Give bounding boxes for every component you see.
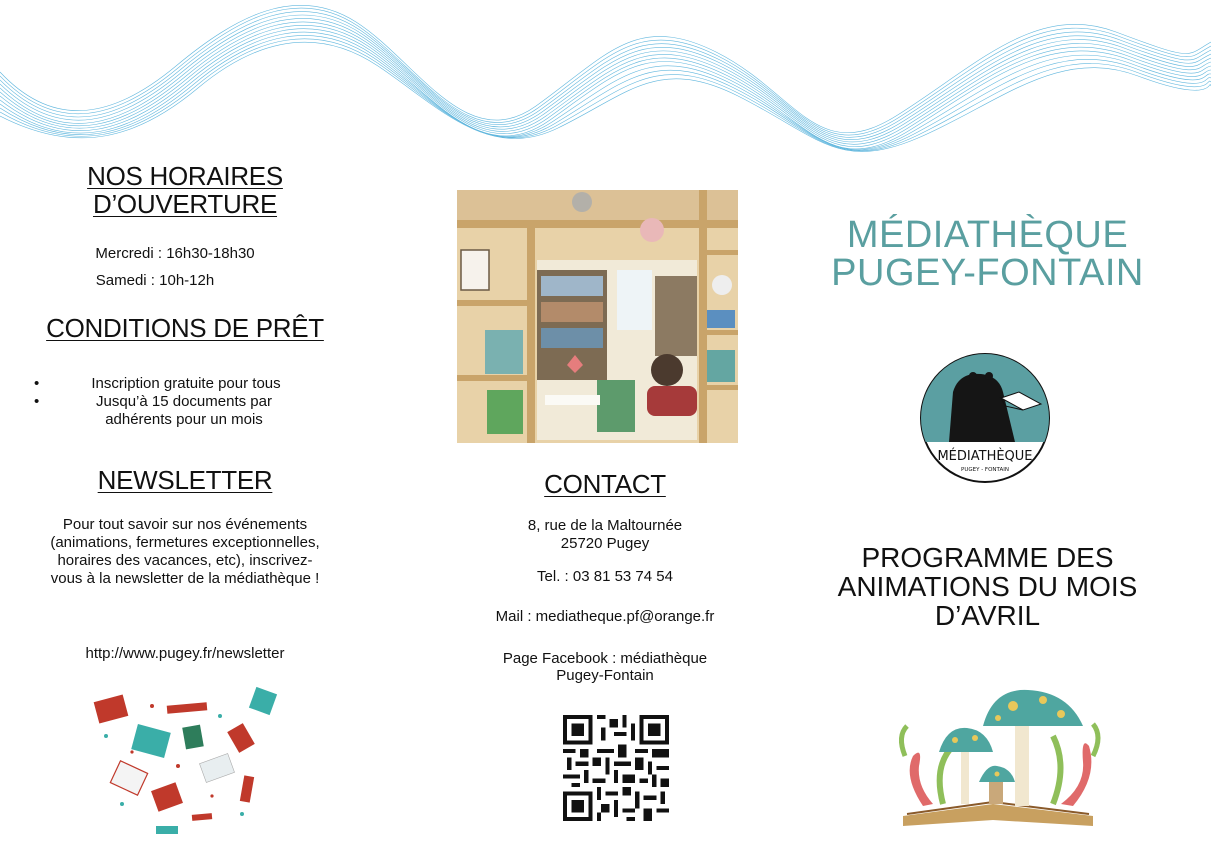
programme-line3: D’AVRIL: [934, 600, 1041, 631]
loan-conditions-list: [34, 375, 314, 429]
wave-decoration: [0, 0, 1211, 185]
mail-text[interactable]: Mail : mediatheque.pf@orange.fr: [495, 608, 715, 625]
mediatheque-title: [815, 216, 1160, 292]
facebook-line2: Pugey-Fontain: [556, 667, 654, 684]
loan-title: CONDITIONS DE PRÊT: [46, 313, 324, 343]
programme-line2: ANIMATIONS DU MOIS: [837, 571, 1138, 602]
hours-title-line1: NOS HORAIRES: [87, 161, 283, 191]
programme-title: [815, 543, 1160, 630]
newsletter-link[interactable]: http://www.pugey.fr/newsletter: [85, 645, 285, 662]
mediatheque-logo: [919, 352, 1051, 484]
list-item: • Inscription gratuite pour tous: [34, 375, 314, 393]
newsletter-text: Pour tout savoir sur nos événements (animations, fermetures exceptionnelles, horaires des vacances, etc), inscrivez-vous à la newsletter de la médiathèque !: [50, 516, 320, 587]
hours-title: [30, 162, 340, 218]
newsletter-title: NEWSLETTER: [97, 465, 273, 495]
logo-subtext: PUGEY - FONTAIN: [961, 467, 1009, 473]
qr-code: [563, 715, 669, 821]
facebook-line1: Page Facebook : médiathèque: [502, 650, 708, 667]
list-item: • Jusqu’à 15 documents par adhérents pour un mois: [34, 393, 314, 429]
flying-books-illustration: [92, 686, 282, 841]
hours-saturday: Samedi : 10h-12h: [95, 272, 215, 289]
mediatheque-title-line1: MÉDIATHÈQUE: [846, 214, 1129, 256]
contact-title: CONTACT: [544, 469, 666, 499]
hours-title-line2: D’OUVERTURE: [92, 189, 278, 219]
address-line2: 25720 Pugey: [560, 535, 650, 552]
hours-wednesday: Mercredi : 16h30-18h30: [95, 245, 255, 262]
mediatheque-title-line2: PUGEY-FONTAIN: [831, 252, 1144, 294]
mushroom-book-illustration: [893, 686, 1105, 828]
logo-text: MÉDIATHÈQUE: [937, 449, 1033, 464]
library-photo: [457, 190, 738, 443]
programme-line1: PROGRAMME DES: [861, 542, 1114, 573]
address-line1: 8, rue de la Maltournée: [527, 517, 683, 534]
phone-text: Tel. : 03 81 53 74 54: [537, 568, 673, 585]
